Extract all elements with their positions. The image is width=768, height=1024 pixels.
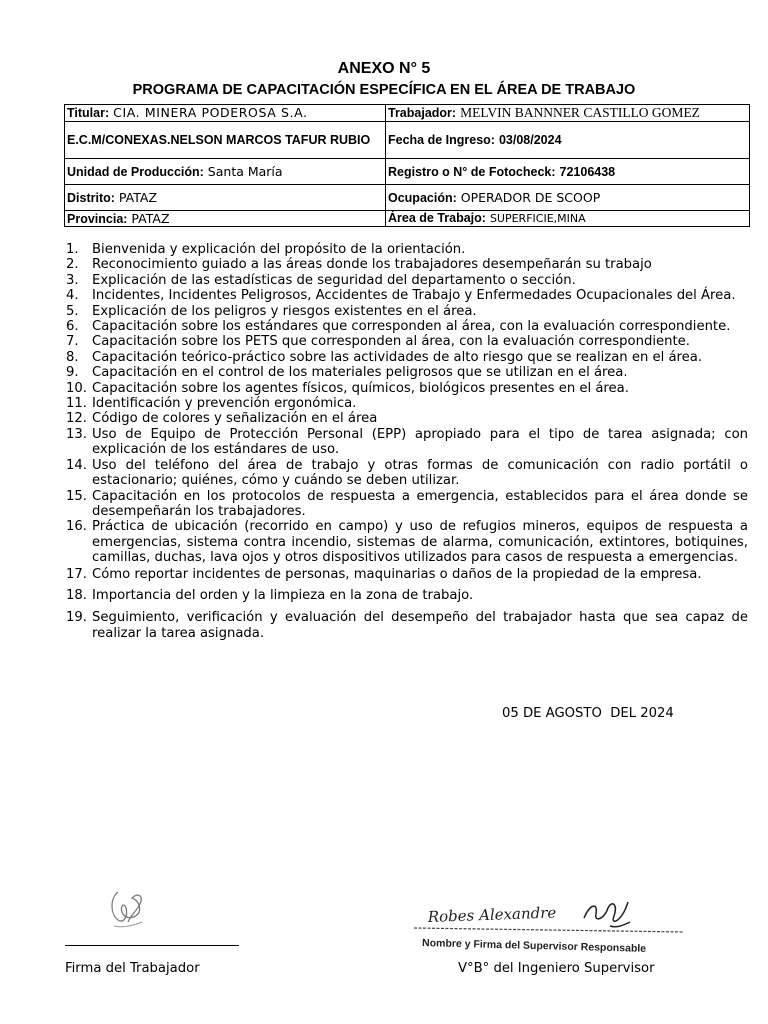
- item-text: Explicación de las estadísticas de seguridad del departamento o sección.: [92, 272, 576, 288]
- ecm-cell: [65, 122, 386, 159]
- item-number: 7.: [66, 334, 79, 350]
- list-item: [66, 257, 748, 272]
- provincia-cell: [65, 211, 386, 227]
- unidad-value: Santa María: [207, 163, 283, 179]
- document-date: 05 DE AGOSTO DEL 2024: [502, 706, 674, 721]
- list-item: [66, 242, 748, 257]
- list-item: [66, 334, 748, 349]
- provincia-value: PATAZ: [131, 210, 170, 226]
- provincia-label: Provincia:: [67, 211, 128, 226]
- distrito-cell: [65, 185, 386, 211]
- titular-label: Titular:: [67, 106, 110, 120]
- item-text: Capacitación sobre los estándares que corresponden al área, con la evaluación correspondiente.: [92, 319, 731, 335]
- item-text: Incidentes, Incidentes Peligrosos, Accidentes de Trabajo y Enfermedades Ocupacionales del Área.: [92, 288, 736, 304]
- registro-value: 72106438: [559, 164, 616, 179]
- info-row-distrito: [65, 185, 750, 211]
- item-number: 11.: [66, 396, 87, 412]
- list-item: [66, 519, 748, 565]
- item-text: Reconocimiento guiado a las áreas donde los trabajadores desempeñarán su trabajo: [92, 257, 652, 273]
- titular-cell: [65, 105, 386, 122]
- item-number: 6.: [66, 319, 79, 335]
- item-number: 8.: [66, 349, 79, 365]
- supervisor-signature-stamp: [404, 896, 694, 956]
- trabajador-value: MELVIN BANNNER CASTILLO GOMEZ: [460, 105, 700, 120]
- worker-info-table: [64, 104, 750, 227]
- item-number: 4.: [66, 288, 79, 304]
- item-text: Capacitación teórico-práctico sobre las actividades de alto riesgo que se realizan en el área.: [92, 349, 703, 365]
- list-item: [66, 319, 748, 334]
- registro-cell: [386, 159, 750, 185]
- item-number: 13.: [66, 426, 87, 442]
- list-item: [66, 350, 748, 365]
- trabajador-cell: [386, 105, 750, 122]
- item-number: 1.: [66, 242, 79, 257]
- list-item: [66, 304, 748, 319]
- item-text: Capacitación en los protocolos de respuesta a emergencia, establecidos para el área donde se desempeñarán los trabajadores.: [92, 488, 748, 519]
- annex-title: ANEXO N° 5: [337, 60, 431, 77]
- fecha-value: 03/08/2024: [498, 133, 562, 147]
- info-row-provincia: [65, 211, 750, 227]
- area-value: SUPERFICIE,MINA: [489, 212, 586, 225]
- item-number: 2.: [66, 257, 79, 273]
- item-text: Uso del teléfono del área de trabajo y otras formas de comunicación con radio portátil o estacionario; quiénes, cómo y cuándo se deben utilizar.: [92, 457, 748, 489]
- item-number: 12.: [66, 411, 87, 427]
- item-text: Uso de Equipo de Protección Personal (EPP) apropiado para el tipo de tarea asignada; con explicación de los estándares de uso.: [92, 426, 748, 458]
- distrito-value: PATAZ: [118, 189, 158, 205]
- area-label: Área de Trabajo:: [388, 211, 486, 225]
- item-number: 5.: [66, 303, 79, 319]
- area-cell: [386, 211, 750, 227]
- list-item: [66, 610, 748, 641]
- ocupacion-label: Ocupación:: [388, 190, 457, 205]
- ocupacion-cell: [386, 185, 750, 211]
- ocupacion-value: OPERADOR DE SCOOP: [460, 189, 601, 205]
- worker-signature-line: [65, 945, 239, 946]
- registro-label: Registro o N° de Fotocheck:: [388, 164, 556, 179]
- supervisor-stamp-text: Nombre y Firma del Supervisor Responsable: [421, 937, 647, 955]
- item-text: Código de colores y señalización en el área: [92, 411, 378, 427]
- program-title: PROGRAMA DE CAPACITACIÓN ESPECÍFICA EN EL ÁREA DE TRABAJO: [132, 82, 636, 98]
- fecha-cell: [386, 122, 750, 159]
- item-text: Seguimiento, verificación y evaluación del desempeño del trabajador hasta que sea capaz de realizar la tarea asignada.: [92, 610, 748, 641]
- item-number: 3.: [66, 272, 79, 288]
- fecha-label: Fecha de Ingreso:: [388, 133, 495, 147]
- list-item: [66, 588, 748, 603]
- item-number: 9.: [66, 365, 79, 381]
- list-item: [66, 288, 748, 303]
- worker-signature-label: Firma del Trabajador: [65, 961, 200, 976]
- unidad-cell: [65, 159, 386, 185]
- item-text: Explicación de los peligros y riesgos existentes en el área.: [92, 303, 477, 319]
- training-topics-list: [66, 242, 748, 641]
- item-number: 19.: [66, 610, 87, 626]
- list-item: [66, 458, 748, 489]
- item-text: Cómo reportar incidentes de personas, maquinarias o daños de la propiedad de la empresa.: [92, 566, 702, 582]
- unidad-label: Unidad de Producción:: [67, 164, 204, 179]
- list-item: [66, 489, 748, 520]
- item-number: 18.: [66, 587, 87, 603]
- info-row-unidad: [65, 159, 750, 185]
- titular-value: CIA. MINERA PODEROSA S.A.: [113, 105, 308, 120]
- list-item: [66, 365, 748, 380]
- info-row-titular: [65, 105, 750, 122]
- item-number: 15.: [66, 488, 87, 504]
- item-number: 10.: [66, 380, 87, 396]
- item-text: Identificación y prevención ergonómica.: [92, 396, 357, 412]
- item-text: Práctica de ubicación (recorrido en campo) y uso de refugios mineros, equipos de respuesta a emergencias, sistema contra incendio, sistemas de alarma, comunicación, extintores, botiquines, camillas, duchas, lava ojos y otros dispositivos utilizados para casos de respuesta a emergencias.: [92, 519, 748, 566]
- list-item: [66, 567, 748, 582]
- info-row-ecm: [65, 122, 750, 159]
- supervisor-signature-label: V°B° del Ingeniero Supervisor: [458, 961, 655, 976]
- item-text: Capacitación en el control de los materiales peligrosos que se utilizan en el área.: [92, 365, 628, 381]
- worker-signature: [104, 882, 154, 934]
- list-item: [66, 427, 748, 458]
- item-number: 14.: [66, 457, 87, 473]
- list-item: [66, 396, 748, 411]
- item-number: 17.: [66, 566, 87, 582]
- item-text: Importancia del orden y la limpieza en la zona de trabajo.: [92, 587, 474, 603]
- item-text: Bienvenida y explicación del propósito de la orientación.: [92, 242, 466, 257]
- ecm-value: E.C.M/CONEXAS.NELSON MARCOS TAFUR RUBIO: [67, 133, 371, 147]
- item-text: Capacitación sobre los agentes físicos, químicos, biológicos presentes en el área.: [92, 380, 629, 396]
- distrito-label: Distrito:: [67, 190, 115, 205]
- list-item: [66, 411, 748, 426]
- item-number: 16.: [66, 519, 87, 535]
- list-item: [66, 273, 748, 288]
- item-text: Capacitación sobre los PETS que corresponden al área, con la evaluación correspondiente.: [92, 334, 690, 350]
- trabajador-label: Trabajador:: [388, 106, 457, 120]
- list-item: [66, 381, 748, 396]
- supervisor-handwritten-name: Robes Alexandre: [427, 903, 557, 926]
